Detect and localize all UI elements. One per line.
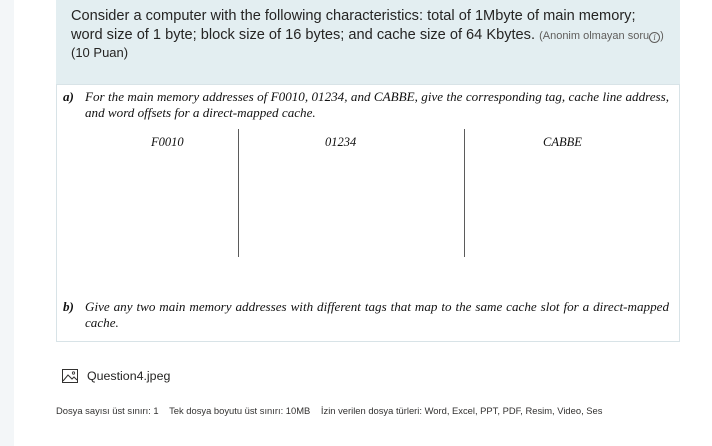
upload-limits [56, 405, 610, 416]
attachment-filename[interactable]: Question4.jpeg [87, 369, 171, 383]
image-file-icon [62, 369, 78, 383]
column-divider [238, 129, 239, 257]
question-text: Consider a computer with the following characteristics: total of 1Mbyte of main memory; word size of 1 byte; block size of 16 bytes; and cache size of 64 Kbytes. [71, 8, 636, 43]
question-points: (10 Puan) [71, 45, 129, 60]
column-divider [464, 129, 465, 257]
attachment-link[interactable] [62, 367, 170, 385]
column-label-01234: 01234 [325, 135, 357, 149]
max-size-limit: Tek dosya boyutu üst sınırı: 10MB [169, 405, 311, 416]
max-files-limit: Dosya sayısı üst sınırı: 1 [56, 405, 159, 416]
part-b-letter: b) [63, 299, 74, 314]
column-label-f0010: F0010 [151, 135, 184, 149]
anonymous-close: ) [660, 30, 664, 42]
info-icon[interactable]: i [649, 32, 660, 43]
anonymous-note [539, 30, 664, 42]
part-a-text: For the main memory addresses of F0010, 01234, and CABBE, give the corresponding tag, cache line address, and word offsets for a direct-mapped cache. [85, 89, 669, 120]
part-b-text: Give any two main memory addresses with different tags that map to the same cache slot for a direct-mapped cache. [85, 299, 669, 330]
question-text-block [71, 7, 671, 46]
part-a-letter: a) [63, 89, 74, 104]
question-header [56, 0, 680, 84]
part-b [63, 299, 669, 331]
question-image [56, 84, 680, 342]
column-label-cabbe: CABBE [543, 135, 582, 149]
part-a [63, 89, 669, 121]
anonymous-label: (Anonim olmayan soru [539, 30, 650, 42]
left-margin [0, 0, 14, 446]
allowed-types: İzin verilen dosya türleri: Word, Excel, PPT, PDF, Resim, Video, Ses [320, 405, 603, 416]
